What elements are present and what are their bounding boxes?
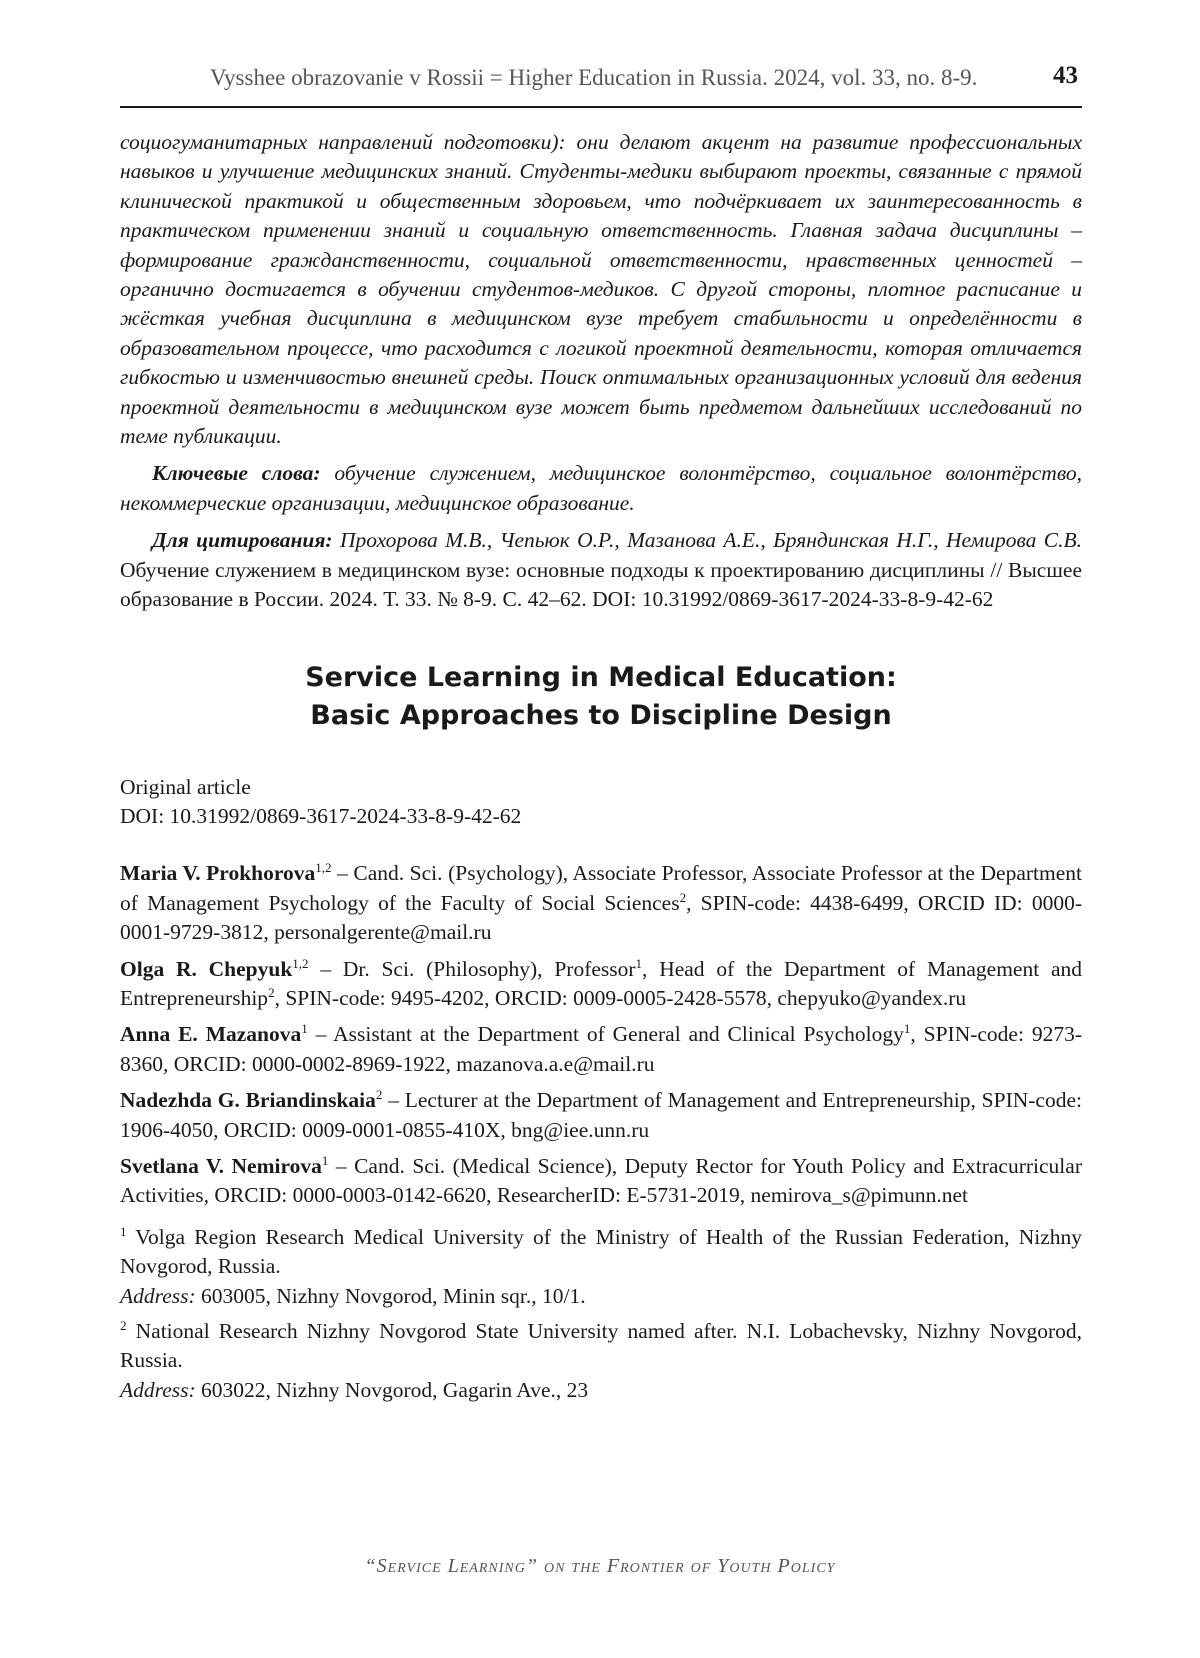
author-details: – Cand. Sci. (Medical Science), Deputy Rector for Youth Policy and Extracurricular Activities, ORCID: 0000-0003-0142-6620, ResearcherID: E-5731-2019, nemirova_s@pimunn.net xyxy=(120,1153,1082,1208)
article-title-line-1: Service Learning in Medical Education: xyxy=(305,661,897,693)
author-details: – Cand. Sci. (Psychology), Associate Professor, Associate Professor at the Department of Management Psychology of the Faculty of Social Sciences xyxy=(120,861,1082,915)
author-details: , SPIN-code: 4438-6499, ORCID ID: 0000-0001-9729-3812, personalgerente@mail.ru xyxy=(120,890,1082,945)
keywords-label: Ключевые слова: xyxy=(152,461,321,486)
address-label: Address: xyxy=(120,1283,196,1308)
page-number: 43 xyxy=(1053,62,1078,89)
affiliations-list xyxy=(120,1223,1082,1405)
author-details: , SPIN-code: 9273-8360, ORCID: 0000-0002-8969-1922, mazanova.a.e@mail.ru xyxy=(120,1022,1082,1076)
affiliation-name: National Research Nizhny Novgorod State University named after. N.I. Lobachevsky, Nizhny Novgorod, Russia. xyxy=(120,1319,1082,1373)
authors-list xyxy=(120,859,1082,1210)
author-details: – Dr. Sci. (Philosophy), Professor xyxy=(308,956,636,981)
citation-doi: DOI: 10.31992/0869-3617-2024-33-8-9-42-62 xyxy=(592,587,994,612)
author-name: Olga R. Chepyuk xyxy=(120,956,293,981)
affiliation-mark: 2 xyxy=(679,889,687,905)
author-details: – Lecturer at the Department of Management and Entrepreneurship, SPIN-code: 1906-4050, ORCID: 0009-0001-0855-410X, bng@iee.unn.ru xyxy=(120,1088,1082,1142)
author-entry xyxy=(120,859,1082,947)
author-name: Anna E. Mazanova xyxy=(120,1022,302,1047)
author-details: – Assistant at the Department of General and Clinical Psychology xyxy=(307,1022,904,1047)
article-title-line-2: Basic Approaches to Discipline Design xyxy=(310,699,892,731)
author-name: Maria V. Prokhorova xyxy=(120,861,316,886)
author-affiliation-mark: 1 xyxy=(321,1152,329,1168)
affiliation-mark: 1 xyxy=(635,955,643,971)
affiliation-name: Volga Region Research Medical University of the Ministry of Health of the Russian Federation, Nizhny Novgorod, Russia. xyxy=(120,1224,1082,1279)
running-footer: “Service Learning” on the Frontier of Youth Policy xyxy=(364,1555,836,1577)
affiliation-entry xyxy=(120,1317,1082,1376)
citation-text: Обучение служением в медицинском вузе: основные подходы к проектированию дисциплины // Высшее образование в России. 2024. Т. 33. № 8-9. С. 42–62. xyxy=(120,557,1082,612)
affiliation-address xyxy=(120,1282,1082,1311)
affiliation-number: 1 xyxy=(120,1223,127,1239)
author-entry xyxy=(120,955,1082,1014)
author-entry xyxy=(120,1020,1082,1079)
author-affiliation-mark: 1 xyxy=(301,1021,308,1037)
author-affiliation-mark: 1,2 xyxy=(292,955,309,971)
citation-authors: Прохорова М.В., Чепьюк О.Р., Мазанова А.Е., Бряндинская Н.Г., Немирова С.В. xyxy=(339,528,1082,553)
affiliation-address xyxy=(120,1376,1082,1405)
address-text: 603022, Nizhny Novgorod, Gagarin Ave., 23 xyxy=(195,1377,589,1402)
affiliation-number: 2 xyxy=(120,1318,127,1333)
affiliation-mark: 2 xyxy=(268,984,275,1000)
journal-citation-line: Vysshee obrazovanie v Rossii = Higher Education in Russia. 2024, vol. 33, no. 8-9. xyxy=(210,65,978,90)
author-entry xyxy=(120,1086,1082,1145)
article-info xyxy=(120,773,1082,832)
citation-paragraph xyxy=(120,526,1082,614)
article-title xyxy=(120,659,1082,735)
author-affiliation-mark: 1,2 xyxy=(315,860,332,876)
address-text: 603005, Nizhny Novgorod, Minin sqr., 10/1. xyxy=(195,1283,586,1308)
author-affiliation-mark: 2 xyxy=(375,1087,383,1103)
affiliation-mark: 1 xyxy=(903,1021,911,1037)
article-doi: DOI: 10.31992/0869-3617-2024-33-8-9-42-62 xyxy=(120,803,522,828)
address-label: Address: xyxy=(120,1377,196,1402)
author-entry xyxy=(120,1152,1082,1211)
author-details: , Head of the Department of Management and Entrepreneurship xyxy=(120,956,1083,1010)
author-name: Svetlana V. Nemirova xyxy=(120,1153,322,1178)
affiliation-entry xyxy=(120,1223,1082,1282)
author-details: , SPIN-code: 9495-4202, ORCID: 0009-0005-2428-5578, chepyuko@yandex.ru xyxy=(274,985,967,1010)
page-body xyxy=(120,128,1082,1405)
abstract-continuation: социогуманитарных направлений подготовки): они делают акцент на развитие профессиональных навыков и улучшение медицинских знаний. Студенты-медики выбирают проекты, связанные с прямой клинической практикой и общественным здоровьем, что подчёркивает их заинтересованность в практическом применении знаний и социальную ответственность. Главная задача дисциплины – формирование гражданственности, социальной ответственности, нравственных ценностей – органично достигается в обучении студентов-медиков. С другой стороны, плотное расписание и жёсткая учебная дисциплина в медицинском вузе требует стабильности и определённости в образовательном процессе, что расходится с логикой проектной деятельности, которая отличается гибкостью и изменчивостью внешней среды. Поиск оптимальных организационных условий для ведения проектной деятельности в медицинском вузе может быть предметом дальнейших исследований по теме публикации. xyxy=(120,130,1082,449)
article-type: Original article xyxy=(120,774,251,799)
keywords-paragraph xyxy=(120,459,1082,518)
author-name: Nadezhda G. Briandinskaia xyxy=(120,1088,376,1113)
citation-label: Для цитирования: xyxy=(152,528,333,553)
running-header xyxy=(120,62,1082,108)
keywords-text: обучение служением, медицинское волонтёрство, социальное волонтёрство, некоммерческие организации, медицинское образование. xyxy=(120,461,1082,515)
